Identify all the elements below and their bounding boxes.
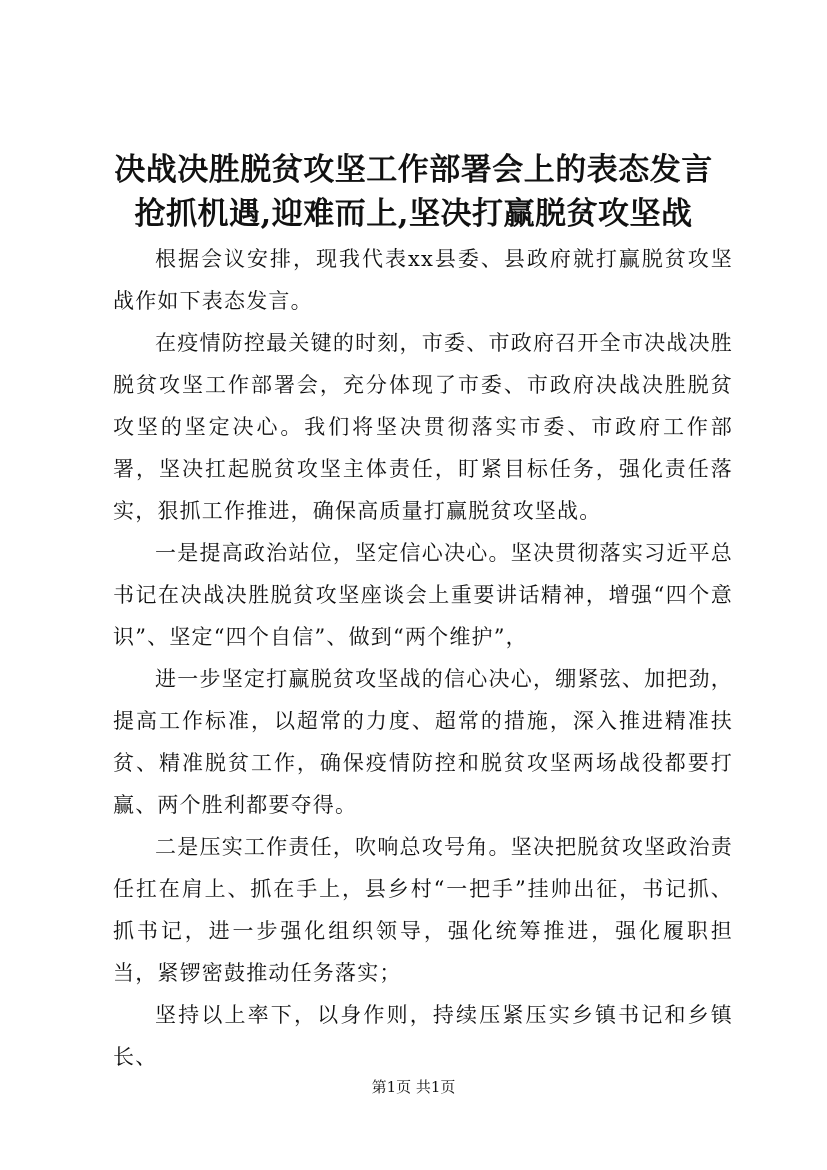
page-footer: 第1页 共1页 — [371, 1078, 456, 1096]
paragraph: 在疫情防控最关键的时刻，市委、市政府召开全市决战决胜脱贫攻坚工作部署会，充分体现了市委、市政府决战决胜脱贫攻坚的坚定决心。我们将坚决贯彻落实市委、市政府工作部署，坚决扛起脱贫攻坚主体责任，盯紧目标任务，强化责任落实，狠抓工作推进，确保高质量打赢脱贫攻坚战。 — [113, 331, 733, 523]
document-body — [113, 238, 733, 1078]
paragraph: 根据会议安排，现我代表xx县委、县政府就打赢脱贫攻坚战作如下表态发言。 — [113, 247, 733, 313]
paragraph: 进一步坚定打赢脱贫攻坚战的信心决心，绷紧弦、加把劲，提高工作标准，以超常的力度、超常的措施，深入推进精准扶贫、精准脱贫工作，确保疫情防控和脱贫攻坚两场战役都要打赢、两个胜利都要夺得。 — [113, 667, 733, 817]
document-title: 决战决胜脱贫攻坚工作部署会上的表态发言抢抓机遇,迎难而上,坚决打赢脱贫攻坚战 — [114, 152, 713, 232]
paragraph: 坚持以上率下，以身作则，持续压紧压实乡镇书记和乡镇长、 — [113, 1003, 733, 1069]
paragraph: 一是提高政治站位，坚定信心决心。坚决贯彻落实习近平总书记在决战决胜脱贫攻坚座谈会上重要讲话精神，增强“四个意识”、坚定“四个自信”、做到“两个维护”， — [113, 541, 733, 649]
paragraph: 二是压实工作责任，吹响总攻号角。坚决把脱贫攻坚政治责任扛在肩上、抓在手上，县乡村“一把手”挂帅出征，书记抓、抓书记，进一步强化组织领导，强化统筹推进，强化履职担当，紧锣密鼓推动任务落实； — [113, 835, 733, 985]
